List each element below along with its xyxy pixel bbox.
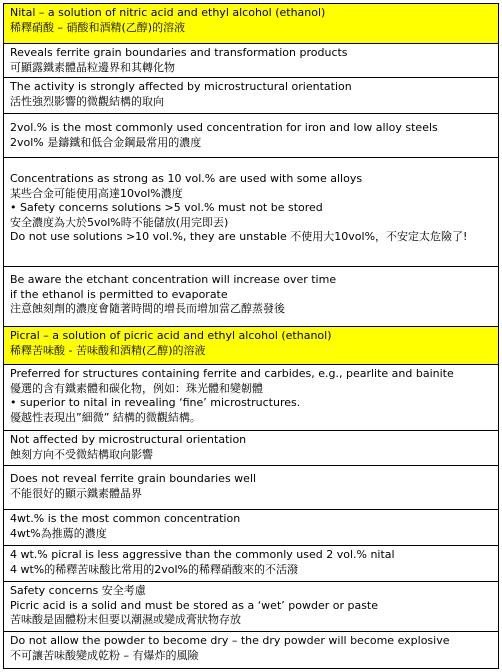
row-bullet-en: • Safety concerns solutions >5 vol.% must not be stored [10,201,323,214]
row-text-zh: 注意蝕刻劑的濃度會隨著時間的增長而增加當乙醇蒸發後 [10,302,285,315]
row-text-en: 4 wt.% picral is less aggressive than the commonly used 2 vol.% nital [10,548,395,561]
row-text-mixed: Safety concerns 安全考慮 [10,584,146,597]
row-text-zh: 4wt%為推薦的濃度 [10,526,107,540]
picral-heading-en: Picral – a solution of picric acid and ethyl alcohol (ethanol) [10,329,332,342]
row-text-en: The activity is strongly affected by microstructural orientation [10,80,352,93]
table-row [4,431,498,466]
row-text-en: 4wt.% is the most common concentration [10,512,241,525]
row-text-zh: 4 wt%的稀釋苦味酸比常用的2vol%的稀釋硝酸來的不活潑 [10,562,299,576]
table-row [4,632,498,668]
row-text-en: Concentrations as strong as 10 vol.% are used with some alloys [10,172,363,185]
row-text-zh: 活性強烈影響的微觀結構的取向 [10,94,164,108]
picral-heading-row [4,327,498,365]
nital-heading-row [4,4,498,44]
row-text-zh: 某些合金可能使用高達10vol%濃度 [10,186,183,200]
row-text-en: Preferred for structures containing ferrite and carbides, e.g., pearlite and bainite [10,367,454,380]
table-row [4,267,498,327]
table-row [4,582,498,632]
table-row [4,114,498,158]
nital-heading-en: Nital – a solution of nitric acid and ethyl alcohol (ethanol) [10,6,326,19]
row-text-zh: 蝕刻方向不受微結構取向影響 [10,447,153,461]
row-text-zh: 不可讓苦味酸變成乾粉 – 有爆炸的風險 [10,648,199,662]
row-text-en: Do not allow the powder to become dry – the dry powder will become explosive [10,634,450,647]
table-row [4,44,498,78]
row-text-zh: 安全濃度為大於5vol%時不能儲放(用完即丟) [10,215,229,229]
row-text-zh: 優越性表現出”細微” 結構的微觀結構。 [10,410,201,424]
row-text-zh: 不能很好的顯示鐵素體晶界 [10,486,142,500]
etchant-table [3,3,499,669]
row-text-en: Does not reveal ferrite grain boundaries well [10,472,257,485]
row-text-en: Not affected by microstructural orientation [10,433,247,446]
row-text-zh: 苦味酸是固體粉末但要以潮濕或變成膏狀物存放 [10,613,241,626]
row-text-en: Be aware the etchant concentration will increase over time [10,273,337,286]
row-text-en: if the ethanol is permitted to evaporate [10,287,228,301]
table-row [4,546,498,582]
row-text-en: Picric acid is a solid and must be stored as a ‘wet’ powder or paste [10,598,379,612]
row-text-zh: 2vol% 是鑄鐵和低合金鋼最常用的濃度 [10,135,202,149]
row-text-mixed: Do not use solutions >10 vol.%, they are unstable 不使用大10vol%，不安定太危險了! [10,230,468,243]
row-text-en: Reveals ferrite grain boundaries and transformation products [10,46,348,59]
table-row [4,365,498,431]
table-row [4,78,498,114]
row-text-zh: 可顯露鐵素體晶粒邊界和其轉化物 [10,60,175,74]
table-row [4,158,498,267]
nital-heading-zh: 稀釋硝酸 – 硝酸和酒精(乙醇)的溶液 [10,20,186,34]
row-bullet-en: • superior to nital in revealing ‘fine’ microstructures. [10,396,301,409]
row-text-zh: 優選的含有鐵素體和碳化物，例如：珠光體和變韌體 [10,381,263,395]
table-row [4,466,498,510]
picral-heading-zh: 稀釋苦味酸 - 苦味酸和酒精(乙醇)的溶液 [10,343,206,357]
row-text-en: 2vol.% is the most commonly used concentration for iron and low alloy steels [10,121,438,134]
table-row [4,510,498,546]
